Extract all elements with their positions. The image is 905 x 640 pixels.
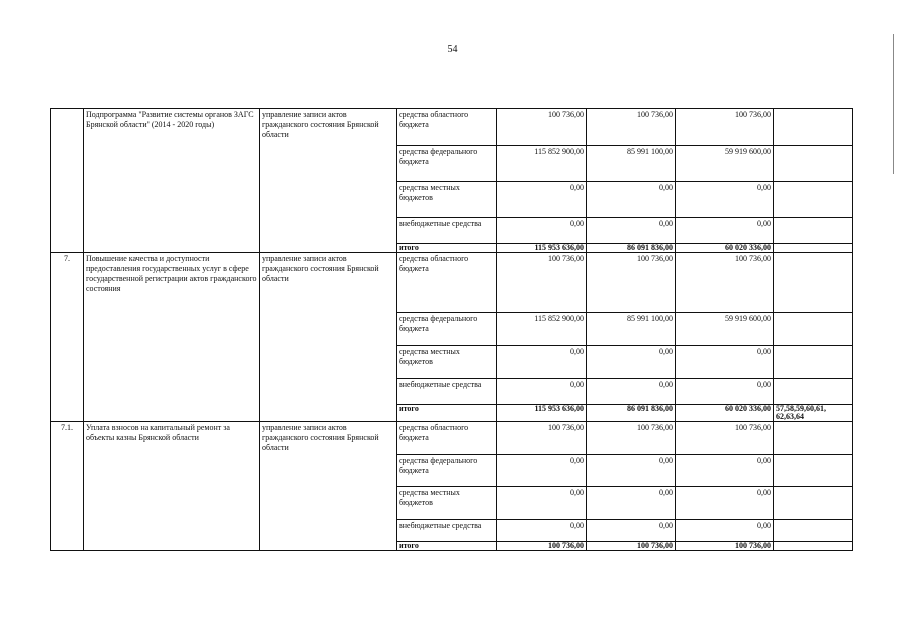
amount-year-1: 100 736,00 <box>497 109 587 146</box>
indicator-refs <box>774 520 853 542</box>
amount-year-1: 0,00 <box>497 346 587 379</box>
amount-year-3: 100 736,00 <box>676 542 774 551</box>
amount-year-3: 0,00 <box>676 218 774 244</box>
amount-year-1: 100 736,00 <box>497 422 587 455</box>
amount-year-1: 100 736,00 <box>497 542 587 551</box>
page-number: 54 <box>447 44 458 55</box>
indicator-refs <box>774 346 853 379</box>
amount-year-2: 0,00 <box>587 346 676 379</box>
amount-year-2: 0,00 <box>587 218 676 244</box>
amount-year-3: 100 736,00 <box>676 253 774 313</box>
indicator-refs <box>774 218 853 244</box>
indicator-refs <box>774 146 853 182</box>
amount-year-1: 0,00 <box>497 218 587 244</box>
amount-year-3: 59 919 600,00 <box>676 146 774 182</box>
indicator-refs <box>774 455 853 487</box>
amount-year-3: 0,00 <box>676 487 774 520</box>
budget-table <box>50 108 853 551</box>
amount-year-1: 0,00 <box>497 379 587 405</box>
amount-year-1: 115 852 900,00 <box>497 146 587 182</box>
funding-source: внебюджетные средства <box>397 218 497 244</box>
amount-year-2: 0,00 <box>587 379 676 405</box>
funding-source: средства местных бюджетов <box>397 182 497 218</box>
amount-year-3: 0,00 <box>676 182 774 218</box>
table-body <box>51 109 853 551</box>
indicator-refs <box>774 379 853 405</box>
amount-year-2: 86 091 836,00 <box>587 405 676 422</box>
scan-margin-line <box>893 34 894 174</box>
amount-year-3: 60 020 336,00 <box>676 405 774 422</box>
item-number <box>51 109 84 253</box>
indicator-refs <box>774 422 853 455</box>
item-executor: управление записи актов гражданского состояния Брянской области <box>260 253 397 422</box>
amount-year-3: 0,00 <box>676 346 774 379</box>
amount-year-2: 100 736,00 <box>587 253 676 313</box>
funding-source: средства областного бюджета <box>397 109 497 146</box>
amount-year-3: 100 736,00 <box>676 109 774 146</box>
table-row <box>51 109 853 146</box>
amount-year-2: 0,00 <box>587 487 676 520</box>
funding-source: средства областного бюджета <box>397 253 497 313</box>
amount-year-2: 85 991 100,00 <box>587 313 676 346</box>
funding-source: средства областного бюджета <box>397 422 497 455</box>
indicator-refs <box>774 542 853 551</box>
amount-year-1: 115 852 900,00 <box>497 313 587 346</box>
amount-year-2: 0,00 <box>587 455 676 487</box>
amount-year-2: 86 091 836,00 <box>587 244 676 253</box>
table-row <box>51 253 853 313</box>
funding-source: итого <box>397 405 497 422</box>
amount-year-1: 115 953 636,00 <box>497 244 587 253</box>
item-name: Повышение качества и доступности предоставления государственных услуг в сфере государственной регистрации актов гражданского состояния <box>84 253 260 422</box>
funding-source: средства федерального бюджета <box>397 313 497 346</box>
amount-year-1: 100 736,00 <box>497 253 587 313</box>
item-executor: управление записи актов гражданского состояния Брянской области <box>260 422 397 551</box>
item-name: Уплата взносов на капитальный ремонт за объекты казны Брянской области <box>84 422 260 551</box>
funding-source: средства федерального бюджета <box>397 455 497 487</box>
funding-source: внебюджетные средства <box>397 520 497 542</box>
funding-source: средства федерального бюджета <box>397 146 497 182</box>
amount-year-2: 100 736,00 <box>587 542 676 551</box>
item-name: Подпрограмма "Развитие системы органов ЗАГС Брянской области" (2014 - 2020 годы) <box>84 109 260 253</box>
amount-year-1: 0,00 <box>497 520 587 542</box>
amount-year-1: 0,00 <box>497 455 587 487</box>
indicator-refs <box>774 182 853 218</box>
indicator-refs <box>774 487 853 520</box>
amount-year-3: 0,00 <box>676 379 774 405</box>
funding-source: средства местных бюджетов <box>397 487 497 520</box>
amount-year-3: 0,00 <box>676 520 774 542</box>
item-number: 7.1. <box>51 422 84 551</box>
indicator-refs: 57,58,59,60,61, 62,63,64 <box>774 405 853 422</box>
amount-year-3: 60 020 336,00 <box>676 244 774 253</box>
amount-year-3: 0,00 <box>676 455 774 487</box>
indicator-refs <box>774 109 853 146</box>
funding-source: средства местных бюджетов <box>397 346 497 379</box>
amount-year-3: 59 919 600,00 <box>676 313 774 346</box>
item-number: 7. <box>51 253 84 422</box>
table-row <box>51 422 853 455</box>
funding-source: итого <box>397 244 497 253</box>
amount-year-1: 0,00 <box>497 487 587 520</box>
amount-year-3: 100 736,00 <box>676 422 774 455</box>
amount-year-1: 115 953 636,00 <box>497 405 587 422</box>
indicator-refs <box>774 253 853 313</box>
funding-source: итого <box>397 542 497 551</box>
funding-source: внебюджетные средства <box>397 379 497 405</box>
amount-year-2: 100 736,00 <box>587 109 676 146</box>
amount-year-2: 100 736,00 <box>587 422 676 455</box>
item-executor: управление записи актов гражданского состояния Брянской области <box>260 109 397 253</box>
amount-year-2: 0,00 <box>587 182 676 218</box>
indicator-refs <box>774 313 853 346</box>
amount-year-2: 85 991 100,00 <box>587 146 676 182</box>
amount-year-1: 0,00 <box>497 182 587 218</box>
indicator-refs <box>774 244 853 253</box>
amount-year-2: 0,00 <box>587 520 676 542</box>
